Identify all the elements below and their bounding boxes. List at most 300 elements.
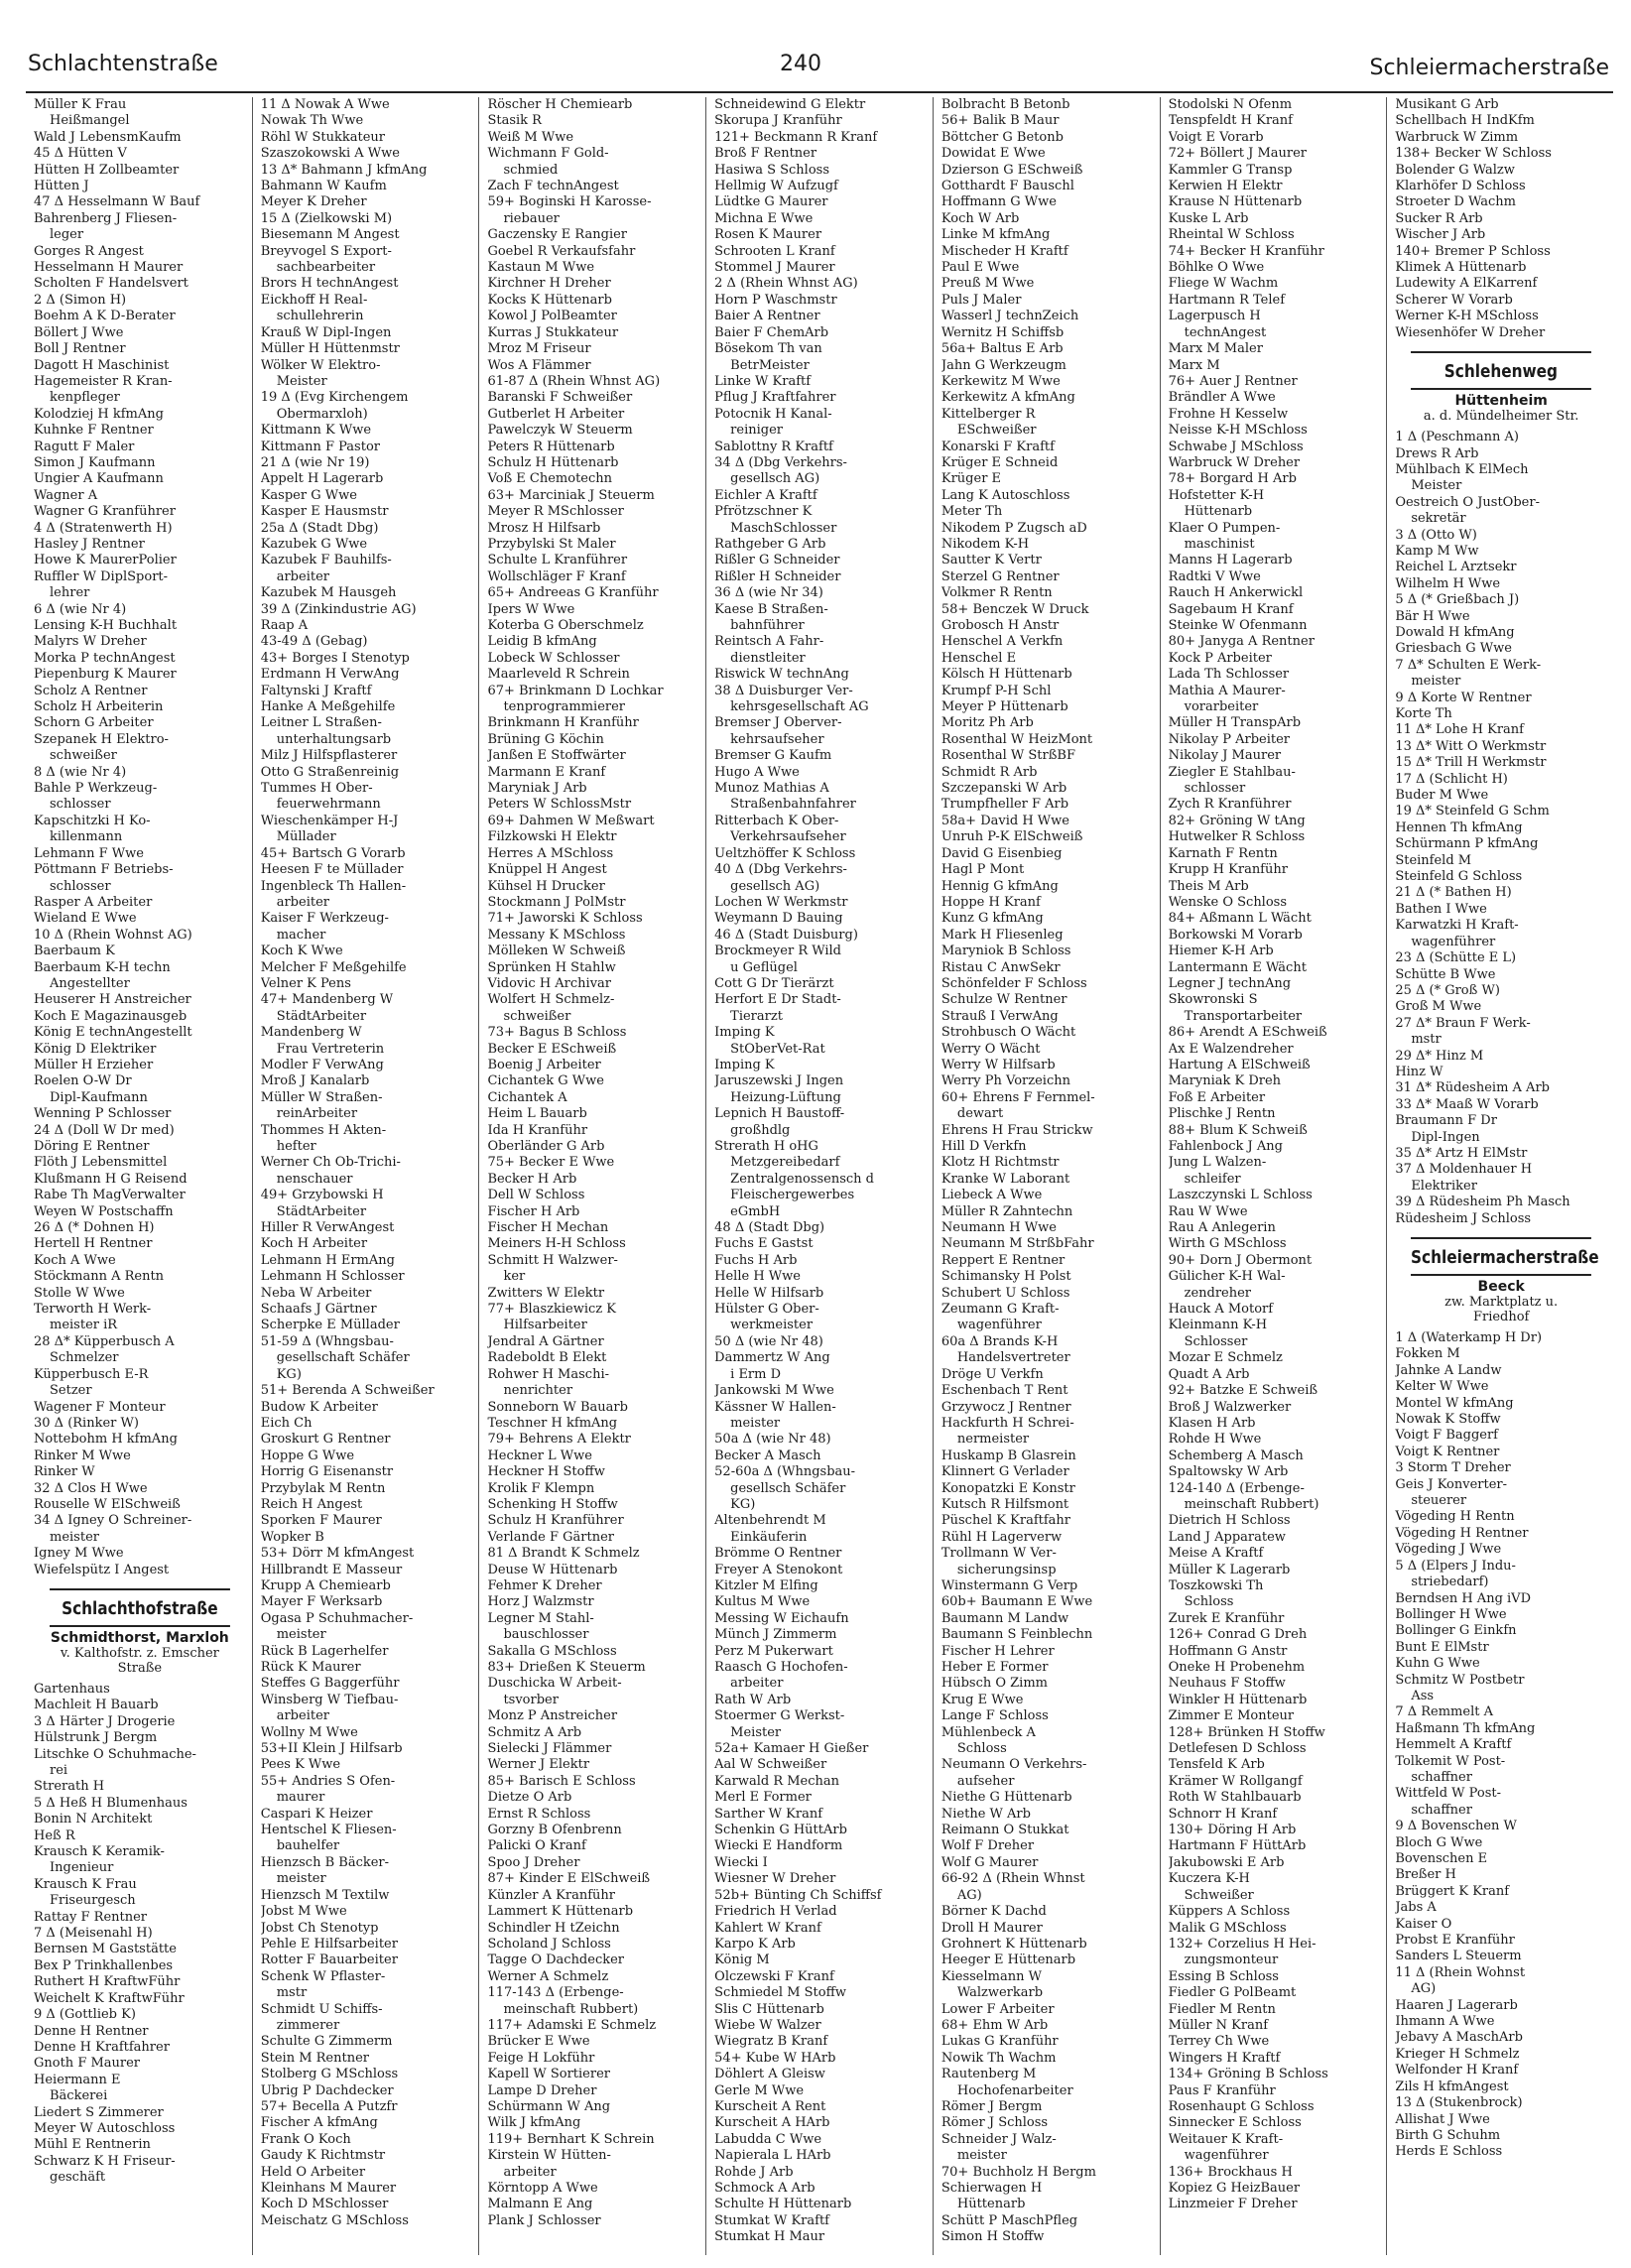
directory-entry: Gorges R Angest bbox=[34, 243, 144, 259]
directory-column bbox=[706, 97, 934, 2255]
directory-entry: 50 Δ (wie Nr 48) bbox=[714, 1333, 823, 1349]
directory-entry: Kittmann K Wwe bbox=[260, 423, 372, 439]
directory-entry: Boll J Rentner bbox=[34, 341, 126, 357]
directory-entry: Sterzel G Rentner bbox=[941, 568, 1060, 584]
directory-entry: Werry Ph Vorzeichn bbox=[941, 1073, 1070, 1089]
directory-entry: Pawelczyk W Steuerm bbox=[487, 423, 633, 439]
directory-entry: Lehmann H Schlosser bbox=[260, 1269, 405, 1285]
directory-entry: arbeiter bbox=[276, 568, 329, 584]
directory-entry: Baier F ChemArb bbox=[714, 324, 829, 340]
district-name: Beeck bbox=[1477, 1279, 1525, 1295]
directory-entry: Kazubek F Bauhilfs- bbox=[260, 553, 392, 568]
directory-entry: Szepanek H Elektro- bbox=[34, 731, 169, 747]
directory-entry: Fliege W Wachm bbox=[1168, 276, 1279, 292]
directory-entry: Ipers W Wwe bbox=[487, 601, 575, 617]
directory-entry: 51-59 Δ (Whngsbau- bbox=[260, 1333, 394, 1349]
directory-entry: Neba W Arbeiter bbox=[260, 1285, 372, 1301]
directory-entry: Hübsch O Zimm bbox=[941, 1676, 1048, 1692]
directory-entry: Dietze O Arb bbox=[487, 1790, 572, 1806]
directory-entry: Tagge O Dachdecker bbox=[487, 1953, 625, 1968]
directory-entry: Jobst M Wwe bbox=[260, 1904, 347, 1920]
directory-entry: Klotz H Richtmstr bbox=[941, 1155, 1060, 1171]
directory-entry: Hienzsch M Textilw bbox=[260, 1887, 390, 1903]
directory-entry: geschäft bbox=[50, 2170, 106, 2186]
directory-entry: 134+ Gröning B Schloss bbox=[1168, 2067, 1328, 2082]
directory-entry: Nikodem K-H bbox=[941, 536, 1030, 552]
directory-entry: Steinke W Ofenmann bbox=[1168, 618, 1308, 633]
directory-entry: 45+ Bartsch G Vorarb bbox=[260, 845, 406, 861]
directory-entry: riebauer bbox=[503, 210, 560, 226]
directory-column bbox=[479, 97, 706, 2255]
directory-entry: Wittfeld W Post- bbox=[1395, 1786, 1501, 1802]
directory-entry: 56a+ Baltus E Arb bbox=[941, 341, 1064, 357]
directory-entry: Koch W Arb bbox=[941, 210, 1020, 226]
directory-entry: Winstermann G Verp bbox=[941, 1577, 1078, 1593]
directory-entry: feuerwehrmann bbox=[276, 797, 381, 813]
directory-entry: Ungier A Kaufmann bbox=[34, 471, 164, 487]
directory-entry: Rheintal W Schloss bbox=[1168, 227, 1295, 243]
directory-entry: kenpfleger bbox=[50, 390, 120, 406]
directory-entry: Werry O Wächt bbox=[941, 1041, 1041, 1057]
directory-entry: Wiegratz B Kranf bbox=[714, 2034, 828, 2050]
directory-entry: Schmitz W Postbetr bbox=[1395, 1672, 1525, 1688]
directory-entry: Schürmann W Ang bbox=[487, 2098, 611, 2114]
directory-entry: Klimek A Hüttenarb bbox=[1395, 260, 1527, 276]
directory-entry: Brüning G Köchin bbox=[487, 731, 604, 747]
directory-entry: 43-49 Δ (Gebag) bbox=[260, 634, 368, 650]
directory-entry: Rathgeber G Arb bbox=[714, 536, 826, 552]
directory-entry: schleifer bbox=[1184, 1171, 1241, 1187]
directory-entry: Wollschläger F Kranf bbox=[487, 568, 626, 584]
directory-entry: Voß E Chemotechn bbox=[487, 471, 613, 487]
directory-entry: Wieland E Wwe bbox=[34, 911, 137, 927]
directory-entry: Olczewski F Kranf bbox=[714, 1968, 834, 1984]
directory-entry: 19 Δ* Steinfeld G Schm bbox=[1395, 804, 1550, 819]
district-name: Schmidthorst, Marxloh bbox=[50, 1629, 229, 1646]
directory-entry: 61-87 Δ (Rhein Whnst AG) bbox=[487, 373, 661, 389]
directory-entry: Ingenbleck Th Hallen- bbox=[260, 878, 407, 894]
directory-entry: Erdmann H VerwAng bbox=[260, 667, 400, 683]
directory-entry: Rück B Lagerhelfer bbox=[260, 1643, 389, 1659]
directory-entry: Hochofenarbeiter bbox=[956, 2082, 1073, 2098]
directory-entry: 25a Δ (Stadt Dbg) bbox=[260, 520, 379, 536]
directory-entry: Kaese B Straßen- bbox=[714, 601, 828, 617]
directory-entry: 55+ Andries S Ofen- bbox=[260, 1773, 396, 1789]
directory-entry: Stommel J Maurer bbox=[714, 260, 835, 276]
directory-entry: Marmann E Kranf bbox=[487, 764, 606, 780]
directory-entry: Breyvogel S Export- bbox=[260, 243, 392, 259]
directory-entry: Meischatz G MSchloss bbox=[260, 2212, 409, 2228]
directory-entry: Becker E ESchweiß bbox=[487, 1041, 617, 1057]
directory-entry: Meise A Kraftf bbox=[1168, 1546, 1264, 1562]
directory-entry: Strerath H bbox=[34, 1779, 105, 1795]
directory-entry: Klußmann H G Reisend bbox=[34, 1171, 188, 1187]
directory-entry: Niethe W Arb bbox=[941, 1806, 1031, 1822]
directory-entry: Hoffmann G Anstr bbox=[1168, 1643, 1288, 1659]
directory-entry: bahnführer bbox=[730, 618, 805, 633]
directory-entry: Foß E Arbeiter bbox=[1168, 1089, 1266, 1105]
directory-entry: Budow K Arbeiter bbox=[260, 1399, 378, 1415]
directory-entry: Sporken F Maurer bbox=[260, 1513, 382, 1529]
directory-entry: 82+ Gröning W tAng bbox=[1168, 813, 1306, 828]
directory-entry: Sablottny R Kraftf bbox=[714, 439, 833, 454]
directory-entry: arbeiter bbox=[730, 1676, 784, 1692]
directory-entry: Friedrich H Verlad bbox=[714, 1904, 837, 1920]
directory-entry: Reintsch A Fahr- bbox=[714, 634, 824, 650]
directory-entry: striebedarf) bbox=[1411, 1575, 1489, 1590]
directory-entry: Hüttenarb bbox=[956, 2197, 1026, 2212]
directory-column bbox=[934, 97, 1161, 2255]
directory-entry: Schwarz K H Friseur- bbox=[34, 2153, 176, 2169]
directory-entry: 46 Δ (Stadt Duisburg) bbox=[714, 927, 858, 943]
directory-entry: Rohde H Wwe bbox=[1168, 1432, 1262, 1448]
directory-entry: 85+ Barisch E Schloss bbox=[487, 1773, 636, 1789]
directory-entry: meister bbox=[1411, 674, 1461, 690]
directory-entry: Reichel L Arztsekr bbox=[1395, 560, 1517, 575]
directory-entry: Nikodem P Zugsch aD bbox=[941, 520, 1087, 536]
directory-entry: Bösekom Th van bbox=[714, 341, 822, 357]
directory-entry: 15 Δ (Zielkowski M) bbox=[260, 210, 393, 226]
directory-entry: 75+ Becker E Wwe bbox=[487, 1155, 615, 1171]
directory-entry: Schulte G Zimmerm bbox=[260, 2034, 393, 2050]
directory-entry: Mayer F Werksarb bbox=[260, 1594, 383, 1610]
directory-entry: eGmbH bbox=[730, 1203, 781, 1219]
directory-entry: Monz P Anstreicher bbox=[487, 1708, 618, 1724]
directory-entry: Müller W Straßen- bbox=[260, 1089, 383, 1105]
directory-entry: 138+ Becker W Schloss bbox=[1395, 146, 1552, 162]
directory-entry: Tensfeld K Arb bbox=[1168, 1757, 1265, 1773]
directory-entry: Wenske O Schloss bbox=[1168, 894, 1288, 910]
directory-entry: Döring E Rentner bbox=[34, 1139, 150, 1154]
directory-entry: Kerkewitz A kfmAng bbox=[941, 390, 1075, 406]
directory-entry: Krausch K Keramik- bbox=[34, 1844, 165, 1860]
directory-entry: Schindler H tZeichn bbox=[487, 1920, 620, 1936]
directory-entry: Litschke O Schuhmache- bbox=[34, 1746, 196, 1762]
directory-entry: Unruh P-K ElSchweiß bbox=[941, 829, 1083, 845]
directory-entry: 72+ Böllert J Maurer bbox=[1168, 146, 1308, 162]
directory-entry: Dzierson G ESchweiß bbox=[941, 162, 1083, 178]
directory-entry: Lensing K-H Buchhalt bbox=[34, 618, 178, 633]
directory-entry: 1 Δ (Waterkamp H Dr) bbox=[1395, 1330, 1543, 1345]
directory-entry: Liebeck A Wwe bbox=[941, 1188, 1043, 1203]
directory-entry: Rabe Th MagVerwalter bbox=[34, 1188, 186, 1203]
directory-entry: Meyer W Autoschloss bbox=[34, 2120, 176, 2136]
directory-entry: Wichmann F Gold- bbox=[487, 146, 609, 162]
directory-entry: 24 Δ (Doll W Dr med) bbox=[34, 1122, 175, 1138]
directory-entry: sachbearbeiter bbox=[276, 260, 376, 276]
directory-entry: Ehrens H Frau Strickw bbox=[941, 1122, 1093, 1138]
directory-entry: Aal W Schweißer bbox=[714, 1757, 827, 1773]
directory-entry: Grzywocz J Rentner bbox=[941, 1399, 1071, 1415]
directory-entry: 9 Δ Korte W Rentner bbox=[1395, 690, 1532, 705]
directory-entry: Rattay F Rentner bbox=[34, 1909, 148, 1925]
directory-entry: Morka P technAngest bbox=[34, 650, 176, 666]
directory-entry: Brors H technAngest bbox=[260, 276, 399, 292]
directory-entry: 53+ Dörr M kfmAngest bbox=[260, 1546, 415, 1562]
directory-entry: Dowald H kfmAng bbox=[1395, 624, 1515, 640]
directory-entry: Krolik F Klempn bbox=[487, 1480, 595, 1496]
directory-entry: macher bbox=[276, 927, 326, 943]
directory-entry: arbeiter bbox=[276, 894, 329, 910]
directory-entry: Schlosser bbox=[1184, 1333, 1248, 1349]
directory-entry: maschinist bbox=[1184, 536, 1255, 552]
directory-entry: Preuß M Wwe bbox=[941, 276, 1035, 292]
directory-entry: Sprünken H Stahlw bbox=[487, 959, 616, 975]
directory-entry: 11 Δ* Lohe H Kranf bbox=[1395, 722, 1524, 738]
directory-entry: König M bbox=[714, 1953, 770, 1968]
directory-entry: Hentschel K Fliesen- bbox=[260, 1823, 397, 1838]
directory-entry: Lagerpusch H bbox=[1168, 309, 1261, 324]
directory-entry: Stodolski N Ofenm bbox=[1168, 97, 1293, 112]
directory-entry: 3 Δ Härter J Drogerie bbox=[34, 1713, 176, 1729]
directory-entry: Koch E Magazinausgeb bbox=[34, 1008, 188, 1024]
directory-entry: Schulz H Kranführer bbox=[487, 1513, 624, 1529]
directory-entry: Müller H Erzieher bbox=[34, 1057, 154, 1072]
directory-entry: Rohwer H Maschi- bbox=[487, 1366, 609, 1382]
directory-entry: Hartung A ElSchweiß bbox=[1168, 1057, 1311, 1072]
directory-entry: Wenning P Schlosser bbox=[34, 1106, 172, 1122]
directory-entry: Imping K bbox=[714, 1057, 775, 1072]
district-name: Hüttenheim bbox=[1454, 393, 1548, 410]
directory-entry: Cichantek G Wwe bbox=[487, 1073, 604, 1089]
directory-entry: Borkowski M Vorarb bbox=[1168, 927, 1303, 943]
directory-entry: Stockmann J PolMstr bbox=[487, 894, 626, 910]
directory-entry: Werner K-H MSchloss bbox=[1395, 309, 1539, 324]
directory-entry: 78+ Borgard H Arb bbox=[1168, 471, 1297, 487]
directory-entry: Bäckerei bbox=[50, 2088, 108, 2104]
directory-entry: Zwitters W Elektr bbox=[487, 1285, 605, 1301]
directory-entry: Broß F Rentner bbox=[714, 146, 817, 162]
directory-entry: Laszczynski L Schloss bbox=[1168, 1188, 1313, 1203]
directory-entry: 7 Δ (Meisenahl H) bbox=[34, 1926, 153, 1942]
directory-entry: 73+ Bagus B Schloss bbox=[487, 1025, 627, 1041]
directory-entry: Weitauer K Kraft- bbox=[1168, 2131, 1284, 2147]
directory-entry: Berndsen H Ang iVD bbox=[1395, 1590, 1531, 1606]
directory-entry: Obermarxloh) bbox=[276, 406, 368, 422]
directory-entry: Kölsch H Hüttenarb bbox=[941, 667, 1072, 683]
directory-entry: tenprogrammierer bbox=[503, 699, 626, 715]
directory-entry: Voigt E Vorarb bbox=[1168, 129, 1264, 145]
directory-entry: Maryniok B Schloss bbox=[941, 944, 1071, 959]
directory-entry: Knüppel H Angest bbox=[487, 862, 607, 878]
directory-entry: Raap A bbox=[260, 618, 309, 633]
directory-entry: Fischer H Arb bbox=[487, 1203, 580, 1219]
directory-entry: 68+ Ehm W Arb bbox=[941, 2017, 1049, 2033]
directory-column bbox=[26, 97, 253, 2255]
directory-entry: Kerkewitz M Wwe bbox=[941, 373, 1061, 389]
directory-entry: Hüttenarb bbox=[1184, 504, 1253, 520]
directory-entry: Jakubowski E Arb bbox=[1168, 1854, 1285, 1870]
directory-entry: Schneider J Walz- bbox=[941, 2131, 1057, 2147]
directory-entry: Transportarbeiter bbox=[1184, 1008, 1303, 1024]
directory-entry: Gutberlet H Arbeiter bbox=[487, 406, 625, 422]
directory-entry: 52b+ Bünting Ch Schiffsf bbox=[714, 1887, 882, 1903]
directory-entry: kehrsgesellschaft AG bbox=[730, 699, 869, 715]
directory-entry: Peters W SchlossMstr bbox=[487, 797, 632, 813]
directory-entry: Heißmangel bbox=[50, 113, 130, 129]
directory-entry: Dagott H Maschinist bbox=[34, 357, 170, 373]
directory-entry: 11 Δ Nowak A Wwe bbox=[260, 97, 390, 112]
directory-entry: Meyer P Hüttenarb bbox=[941, 699, 1068, 715]
directory-entry: Ruffler W DiplSport- bbox=[34, 568, 169, 584]
directory-entry: Rouselle W ElSchweiß bbox=[34, 1496, 181, 1512]
directory-entry: Szaszokowski A Wwe bbox=[260, 146, 400, 162]
directory-entry: Schmidt R Arb bbox=[941, 764, 1038, 780]
directory-entry: Helle W Hilfsarb bbox=[714, 1285, 824, 1301]
directory-entry: Simon J Kaufmann bbox=[34, 454, 156, 470]
directory-entry: Hiller R VerwAngest bbox=[260, 1220, 395, 1236]
directory-entry: Koch A Wwe bbox=[34, 1252, 116, 1268]
directory-entry: Bahmann W Kaufm bbox=[260, 179, 387, 194]
directory-entry: Schmelzer bbox=[50, 1350, 119, 1366]
directory-entry: Leidig B kfmAng bbox=[487, 634, 597, 650]
directory-entry: Hackfurth H Schrei- bbox=[941, 1415, 1074, 1431]
directory-entry: Dietrich H Schloss bbox=[1168, 1513, 1291, 1529]
directory-entry: Lada Th Schlosser bbox=[1168, 667, 1290, 683]
directory-entry: Hagl P Mont bbox=[941, 862, 1025, 878]
directory-entry: Vögeding H Rentn bbox=[1395, 1509, 1515, 1525]
directory-entry: Rath W Arb bbox=[714, 1692, 792, 1707]
directory-entry: Griesbach G Wwe bbox=[1395, 641, 1512, 657]
directory-entry: Marx M bbox=[1168, 357, 1220, 373]
directory-entry: Mozar E Schmelz bbox=[1168, 1350, 1283, 1366]
directory-entry: Przybylski St Maler bbox=[487, 536, 616, 552]
directory-entry: Herres A MSchloss bbox=[487, 845, 614, 861]
directory-entry: Kiesselmann W bbox=[941, 1968, 1042, 1984]
directory-entry: Spaltowsky W Arb bbox=[1168, 1464, 1289, 1480]
directory-entry: Münch J Zimmerm bbox=[714, 1627, 837, 1643]
directory-entry: Marx M Maler bbox=[1168, 341, 1263, 357]
directory-entry: Ernst R Schloss bbox=[487, 1806, 591, 1822]
directory-entry: Bremser G Kaufm bbox=[714, 748, 832, 764]
directory-entry: Karnath F Rentn bbox=[1168, 845, 1278, 861]
directory-entry: Stumkat W Kraftf bbox=[714, 2212, 829, 2228]
directory-entry: Imping K bbox=[714, 1025, 775, 1041]
directory-entry: Probst E Kranführ bbox=[1395, 1933, 1515, 1949]
directory-entry: Hugo A Wwe bbox=[714, 764, 800, 780]
directory-entry: Bex P Trinkhallenbes bbox=[34, 1957, 174, 1973]
directory-entry: Bernsen M Gaststätte bbox=[34, 1942, 177, 1957]
directory-entry: killenmann bbox=[50, 829, 123, 845]
directory-entry: Zentralgenossensch d bbox=[730, 1171, 875, 1187]
directory-entry: gesellschaft Schäfer bbox=[276, 1350, 410, 1366]
directory-entry: Hoppe H Kranf bbox=[941, 894, 1041, 910]
directory-entry: Allishat J Wwe bbox=[1395, 2111, 1490, 2127]
directory-entry: 5 Δ Heß H Blumenhaus bbox=[34, 1795, 188, 1811]
directory-entry: Weyen W Postschaffn bbox=[34, 1203, 174, 1219]
directory-entry: Konarski F Kraftf bbox=[941, 439, 1055, 454]
directory-entry: Jaruszewski J Ingen bbox=[714, 1073, 844, 1089]
directory-entry: 3 Storm T Dreher bbox=[1395, 1460, 1511, 1476]
directory-entry: Haßmann Th kfmAng bbox=[1395, 1720, 1536, 1736]
directory-entry: 37 Δ Moldenhauer H bbox=[1395, 1162, 1533, 1178]
directory-entry: Wilk J kfmAng bbox=[487, 2115, 581, 2131]
directory-entry: Kittmann F Pastor bbox=[260, 439, 380, 454]
directory-entry: Hutwelker R Schloss bbox=[1168, 829, 1306, 845]
directory-entry: 13 Δ (Stukenbrock) bbox=[1395, 2095, 1523, 2111]
directory-entry: Baerbaum K-H techn bbox=[34, 959, 171, 975]
directory-entry: Klinnert G Verlader bbox=[941, 1464, 1069, 1480]
directory-column bbox=[253, 97, 480, 2255]
directory-entry: Hasiwa S Schloss bbox=[714, 162, 830, 178]
directory-entry: Pees K Wwe bbox=[260, 1757, 341, 1773]
directory-entry: Kirchner H Dreher bbox=[487, 276, 611, 292]
directory-entry: Mark H Fliesenleg bbox=[941, 927, 1064, 943]
directory-entry: Gotthardt F Bauschl bbox=[941, 179, 1074, 194]
directory-entry: Appelt H Lagerarb bbox=[260, 471, 384, 487]
directory-entry: Kurras J Stukkateur bbox=[487, 324, 619, 340]
directory-entry: Sonneborn W Bauarb bbox=[487, 1399, 628, 1415]
directory-entry: Vidovic H Archivar bbox=[487, 975, 612, 991]
directory-entry: 53+II Klein J Hilfsarb bbox=[260, 1741, 403, 1757]
directory-entry: zendreher bbox=[1184, 1285, 1252, 1301]
directory-entry: Fiedler M Rentn bbox=[1168, 2001, 1276, 2017]
directory-entry: Schwabe J MSchloss bbox=[1168, 439, 1304, 454]
directory-entry: 35 Δ* Artz H ElMstr bbox=[1395, 1145, 1528, 1161]
directory-entry: Bolbracht B Betonb bbox=[941, 97, 1070, 112]
directory-entry: Zach F technAngest bbox=[487, 179, 619, 194]
directory-entry: Rißler H Schneider bbox=[714, 568, 841, 584]
directory-entry: Faltynski J Kraftf bbox=[260, 683, 372, 698]
directory-entry: Koch H Arbeiter bbox=[260, 1236, 368, 1252]
directory-entry: Jahnke A Landw bbox=[1395, 1362, 1502, 1378]
directory-entry: Kurscheit A HArb bbox=[714, 2115, 830, 2131]
directory-entry: gesellsch AG) bbox=[730, 471, 820, 487]
directory-entry: Montel W kfmAng bbox=[1395, 1395, 1514, 1411]
directory-entry: Kittelberger R bbox=[941, 406, 1036, 422]
directory-entry: hefter bbox=[276, 1139, 316, 1154]
directory-entry: Meister bbox=[276, 373, 327, 389]
directory-entry: wagenführer bbox=[1411, 934, 1496, 949]
directory-entry: Wopker B bbox=[260, 1529, 324, 1545]
directory-entry: ker bbox=[503, 1269, 526, 1285]
directory-entry: Ax E Walzendreher bbox=[1168, 1041, 1294, 1057]
directory-entry: reinArbeiter bbox=[276, 1106, 358, 1122]
directory-entry: 76+ Auer J Rentner bbox=[1168, 373, 1298, 389]
directory-entry: Otto G Straßenreinig bbox=[260, 764, 400, 780]
directory-entry: Schmitt H Walzwer- bbox=[487, 1252, 618, 1268]
directory-entry: Groskurt G Rentner bbox=[260, 1432, 391, 1448]
directory-entry: Niethe G Hüttenarb bbox=[941, 1790, 1072, 1806]
directory-entry: 11 Δ (Rhein Wohnst bbox=[1395, 1964, 1526, 1980]
directory-entry: Groß M Wwe bbox=[1395, 999, 1482, 1015]
directory-entry: Heuserer H Anstreicher bbox=[34, 992, 191, 1008]
directory-entry: Krieger H Schmelz bbox=[1395, 2046, 1520, 2062]
directory-entry: 70+ Buchholz H Bergm bbox=[941, 2164, 1096, 2180]
directory-entry: Terworth H Werk- bbox=[34, 1302, 152, 1318]
directory-entry: König D Elektriker bbox=[34, 1041, 157, 1057]
directory-entry: Kapschitzki H Ko- bbox=[34, 813, 151, 828]
directory-entry: Dell W Schloss bbox=[487, 1188, 585, 1203]
directory-entry: Skorupa J Kranführ bbox=[714, 113, 842, 129]
directory-entry: Korte Th bbox=[1395, 706, 1452, 721]
directory-entry: 33 Δ* Maaß W Vorarb bbox=[1395, 1096, 1539, 1112]
directory-entry: Kuhn G Wwe bbox=[1395, 1656, 1480, 1672]
directory-entry: Koch D MSchlosser bbox=[260, 2197, 389, 2212]
directory-entry: 9 Δ Bovenschen W bbox=[1395, 1819, 1517, 1834]
directory-entry: Ogasa P Schuhmacher- bbox=[260, 1610, 414, 1626]
directory-entry: 54+ Kube W HArb bbox=[714, 2050, 836, 2066]
directory-entry: Kässner W Hallen- bbox=[714, 1399, 836, 1415]
header-rule bbox=[26, 91, 1613, 93]
directory-entry: Becker H Arb bbox=[487, 1171, 577, 1187]
directory-entry: Werner J Elektr bbox=[487, 1757, 590, 1773]
directory-entry: 2 Δ (Rhein Whnst AG) bbox=[714, 276, 858, 292]
directory-entry: Perz M Pukerwart bbox=[714, 1643, 833, 1659]
directory-entry: 52-60a Δ (Whngsbau- bbox=[714, 1464, 856, 1480]
directory-entry: Kocks K Hüttenarb bbox=[487, 292, 612, 308]
directory-entry: Meister bbox=[1411, 478, 1462, 494]
